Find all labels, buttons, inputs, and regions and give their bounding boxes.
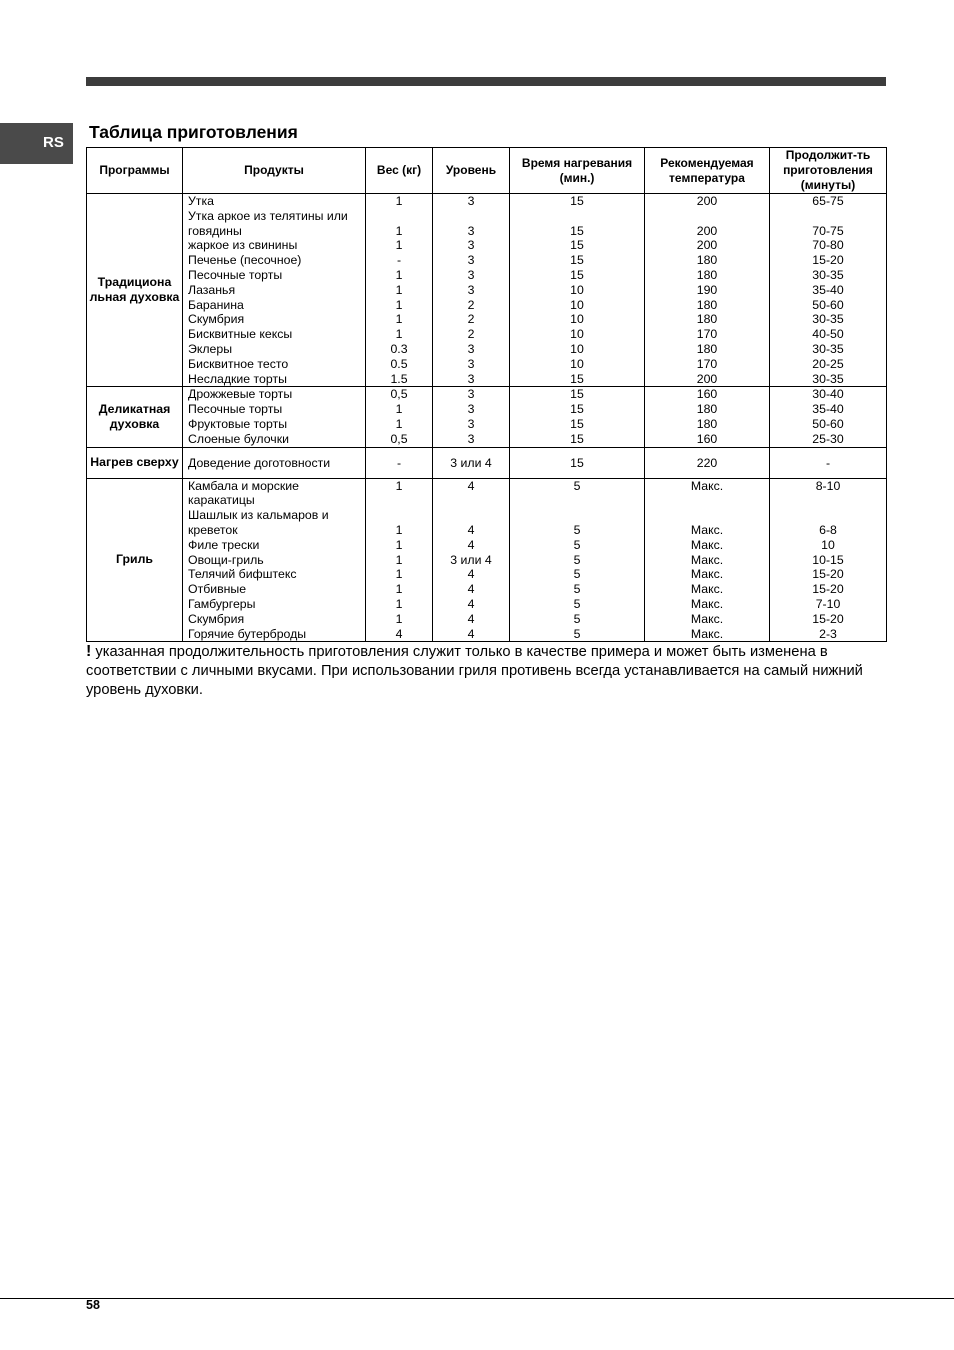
temperature-cell: 220 [645,447,770,478]
cell-line: 2 [467,327,475,342]
cell-line: 10 [570,282,584,297]
cell-line: 0,5 [390,387,408,402]
cell-line: 4 [467,596,475,611]
level-cell [433,387,510,447]
cell-line: 1 [395,537,403,552]
cell-line: 5 [573,522,581,537]
cell-line: 3 [467,402,475,417]
cell-line: 4 [467,522,475,537]
cell-line: 30-35 [812,341,844,356]
cell-line: Макс. [690,567,724,582]
cell-line [510,493,644,508]
cell-line: Шашлык из кальмаров и [188,508,329,523]
products-cell [183,478,366,642]
cell-line: 30-35 [812,312,844,327]
cell-line: 180 [696,402,718,417]
cell-line: 4 [467,478,475,493]
cell-line: 4 [467,582,475,597]
cell-line [433,493,509,508]
cell-line: 3 [467,356,475,371]
cell-line: 50-60 [812,416,844,431]
program-cell: Традициона льная духовка [87,194,183,387]
cell-line: Скумбрия [188,611,245,626]
cell-line: 15 [570,253,584,268]
cell-line [770,493,886,508]
cell-line: 25-30 [812,431,844,446]
cell-line [366,209,432,224]
cell-line: 10 [570,327,584,342]
cell-line: 50-60 [812,297,844,312]
cell-line: 3 [467,371,475,386]
cell-line: Камбала и морские [188,478,300,493]
cell-line: жаркое из свинины [188,238,298,253]
cell-line: 35-40 [812,282,844,297]
cell-line [645,209,769,224]
cell-line: 10-15 [812,552,844,567]
cell-line: Печенье (песочное) [188,253,302,268]
cell-line: 30-35 [812,371,844,386]
cell-line: 1 [395,282,403,297]
cell-line: 1 [395,596,403,611]
cooking-table [86,147,887,642]
cell-line: 10 [821,537,835,552]
cell-line: 4 [467,567,475,582]
table-row [87,387,887,447]
cell-line: Песочные торты [188,267,283,282]
cell-line: 170 [696,327,718,342]
cell-line: 1 [395,478,403,493]
cell-line [770,209,886,224]
cell-line: 0,5 [390,431,408,446]
cell-line: 15 [570,416,584,431]
header-level: Уровень [433,148,510,194]
cell-line: 3 [467,282,475,297]
cell-line: 5 [573,626,581,641]
cell-line: 15 [570,431,584,446]
cell-line: 5 [573,567,581,582]
cell-line [510,209,644,224]
preheat-cell [510,194,645,387]
cell-line: 70-80 [812,238,844,253]
temperature-cell [645,387,770,447]
temperature-cell [645,194,770,387]
cell-line: 1 [395,567,403,582]
page-title: Таблица приготовления [89,122,298,142]
weight-cell [366,194,433,387]
program-cell: Нагрев сверху [87,447,183,478]
cell-line: 30-40 [812,387,844,402]
cell-line: 160 [696,387,718,402]
cell-line: 180 [696,312,718,327]
cell-line: 3 [467,238,475,253]
cell-line: 2-3 [819,626,837,641]
header-products: Продукты [183,148,366,194]
cell-line: 4 [395,626,403,641]
cell-line: 20-25 [812,356,844,371]
cell-line [770,508,886,523]
cell-line: 10 [570,341,584,356]
header-temperature: Рекомендуемая температура [645,148,770,194]
cell-line: 40-50 [812,327,844,342]
cell-line: 15 [570,194,584,208]
header-weight: Вес (кг) [366,148,433,194]
cell-line: 5 [573,478,581,493]
cell-line: Слоеные булочки [188,431,289,446]
cell-line: 15-20 [812,567,844,582]
cell-line: 3 [467,431,475,446]
cell-line: 3 [467,194,475,208]
cell-line: 5 [573,582,581,597]
cell-line: Макс. [690,582,724,597]
cell-line: 200 [696,223,718,238]
cell-line: 190 [696,282,718,297]
cell-line: 15 [570,223,584,238]
cell-line: Утка [188,194,214,208]
duration-cell [770,387,887,447]
weight-cell [366,387,433,447]
cell-line: 1 [395,238,403,253]
cell-line: 200 [696,194,718,208]
cell-line: Горячие бутерброды [188,626,307,641]
cell-line: Утка аркое из телятины или [188,208,348,223]
cell-line: 15-20 [812,582,844,597]
duration-cell [770,478,887,642]
cell-line: 5 [573,596,581,611]
cell-line: Макс. [690,596,724,611]
cell-line: 1 [395,611,403,626]
cell-line: Макс. [690,522,724,537]
cell-line: 2 [467,297,475,312]
cell-line: 4 [467,537,475,552]
cell-line: 5 [573,611,581,626]
cell-line: Бисквитные кексы [188,327,293,342]
products-cell [183,194,366,387]
note-paragraph [86,642,891,700]
program-cell: Деликатная духовка [87,387,183,447]
cell-line: Фруктовые торты [188,416,288,431]
preheat-cell [510,387,645,447]
cell-line: 3 [467,223,475,238]
cell-line: 160 [696,431,718,446]
cell-line: 1 [395,416,403,431]
cell-line: 1 [395,297,403,312]
cell-line: 180 [696,416,718,431]
cell-line: 1 [395,312,403,327]
cell-line: 180 [696,341,718,356]
header-programs: Программы [87,148,183,194]
cell-line: Отбивные [188,582,247,597]
cell-line: Скумбрия [188,312,245,327]
cell-line: 180 [696,297,718,312]
cell-line: 170 [696,356,718,371]
cell-line: 5 [573,537,581,552]
cell-line: Песочные торты [188,402,283,417]
cell-line: 15 [570,371,584,386]
cell-line: Макс. [690,478,724,493]
cell-line: каракатицы [188,493,255,508]
cell-line: 15 [570,402,584,417]
cell-line: Эклеры [188,341,233,356]
cell-line: Баранина [188,297,244,312]
cell-line: 10 [570,356,584,371]
products-cell [183,387,366,447]
cell-line: 8-10 [815,478,841,493]
cell-line: Дрожжевые торты [188,387,293,402]
cell-line: 1 [395,402,403,417]
cell-line: 3 [467,416,475,431]
cell-line: говядины [188,223,242,238]
cell-line: 3 [467,267,475,282]
weight-cell [366,478,433,642]
level-cell: 3 или 4 [433,447,510,478]
cell-line: 1.5 [390,371,408,386]
cell-line: Филе трески [188,537,260,552]
cell-line [366,493,432,508]
cell-line: Макс. [690,537,724,552]
table-row [87,447,887,478]
cell-line [433,508,509,523]
level-cell [433,194,510,387]
cell-line [510,508,644,523]
cell-line: 200 [696,371,718,386]
level-cell [433,478,510,642]
cell-line: 0.3 [390,341,408,356]
cell-line [645,508,769,523]
cell-line: 1 [395,552,403,567]
cell-line: Телячий бифштекс [188,567,297,582]
cell-line: 1 [395,194,403,208]
cell-line: креветок [188,522,238,537]
cell-line [645,493,769,508]
cell-line: 65-75 [812,194,844,208]
cell-line: 3 [467,253,475,268]
footer-divider [0,1298,954,1299]
cell-line: 6-8 [819,522,837,537]
cell-line [366,508,432,523]
cell-line: 4 [467,626,475,641]
table-row [87,478,887,642]
header-duration: Продолжит-ть приготовления (минуты) [770,148,887,194]
cell-line: 200 [696,238,718,253]
duration-cell: - [770,447,887,478]
preheat-cell: 15 [510,447,645,478]
language-code: RS [43,134,64,151]
table-body [87,194,887,642]
cell-line: 180 [696,253,718,268]
cell-line: Макс. [690,552,724,567]
cell-line: 0.5 [390,356,408,371]
products-cell: Доведение доготовности [183,447,366,478]
cell-line: 10 [570,297,584,312]
cell-line: 5 [573,552,581,567]
cell-line: Лазанья [188,282,236,297]
program-cell: Гриль [87,478,183,642]
cell-line: 15 [570,238,584,253]
cell-line: 15-20 [812,611,844,626]
cell-line: 1 [395,223,403,238]
cell-line: Гамбургеры [188,596,256,611]
cell-line: 3 или 4 [450,552,492,567]
cell-line: 15-20 [812,253,844,268]
cell-line: Макс. [690,626,724,641]
preheat-cell [510,478,645,642]
cell-line: 1 [395,327,403,342]
cell-line: Макс. [690,611,724,626]
cell-line: 180 [696,267,718,282]
weight-cell: - [366,447,433,478]
cell-line: 35-40 [812,402,844,417]
table-header-row [87,148,887,194]
cell-line: 15 [570,387,584,402]
cell-line: Овощи-гриль [188,552,264,567]
cell-line: - [396,253,402,268]
cell-line: 4 [467,611,475,626]
note-text: указанная продолжительность приготовления служит только в качестве примера и может быть изменена в соответствии с личными вкусами. При использовании гриля противень всегда устанавливается на самый нижний уровень духовки. [86,644,863,698]
header-preheat: Время нагревания (мин.) [510,148,645,194]
table-row [87,194,887,387]
warning-mark: ! [86,643,92,660]
cell-line: 1 [395,582,403,597]
cell-line: 3 [467,387,475,402]
duration-cell [770,194,887,387]
cell-line: Несладкие торты [188,371,287,386]
cell-line: 7-10 [815,596,841,611]
temperature-cell [645,478,770,642]
cell-line: 1 [395,522,403,537]
cell-line: 1 [395,267,403,282]
cell-line [433,209,509,224]
cell-line: 10 [570,312,584,327]
top-divider-bar [86,77,886,86]
cell-line: 3 [467,341,475,356]
language-tab [0,123,73,164]
cell-line: 15 [570,267,584,282]
cell-line: Бисквитное тесто [188,356,289,371]
cell-line: 30-35 [812,267,844,282]
page-number: 58 [86,1298,100,1312]
cell-line: 70-75 [812,223,844,238]
cell-line: 2 [467,312,475,327]
